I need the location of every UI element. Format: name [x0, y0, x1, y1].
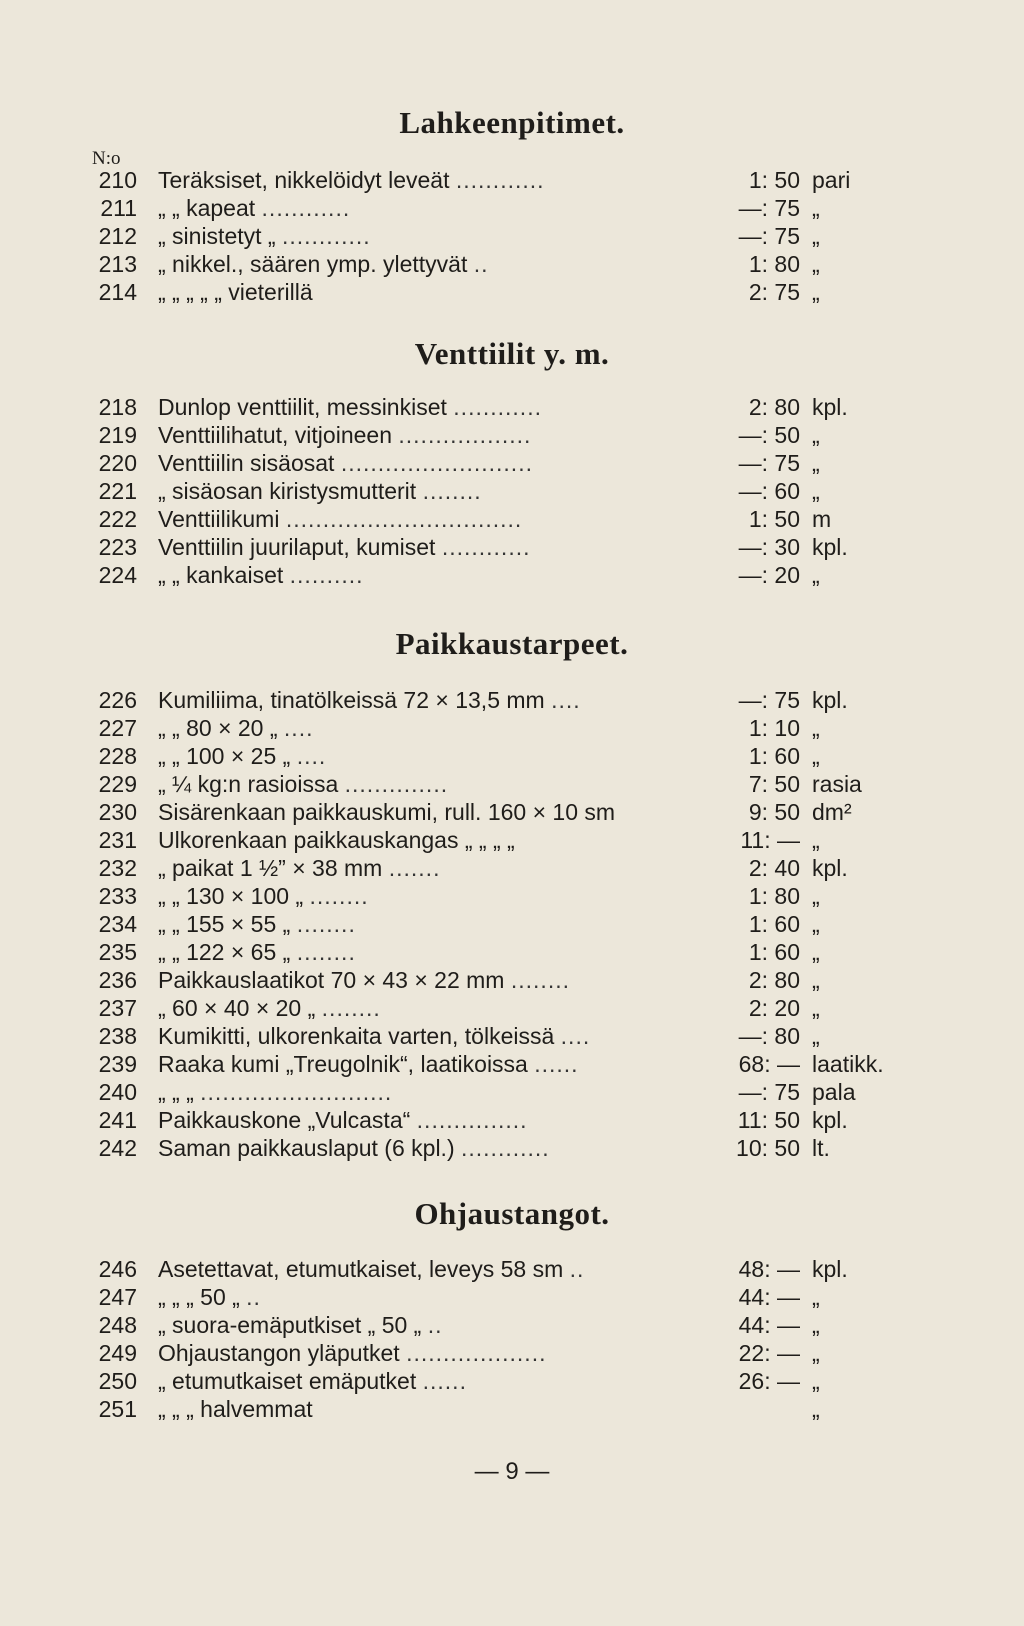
page-number: — 9 —	[474, 1458, 550, 1485]
catalog-row	[0, 560, 1024, 590]
item-unit: „	[812, 450, 820, 476]
item-description-text: „ ¼ kg:n rasioissa	[158, 771, 339, 797]
item-number: 218	[98, 394, 137, 420]
catalog-row	[0, 1021, 1024, 1051]
catalog-row	[0, 532, 1024, 562]
item-price: 48: —	[738, 1256, 800, 1282]
leader-dots: ..	[246, 1284, 261, 1310]
item-number: 251	[98, 1396, 137, 1422]
catalog-row	[0, 853, 1024, 883]
leader-dots: ..........................	[200, 1079, 393, 1105]
item-price: 7: 50	[748, 771, 800, 797]
catalog-row	[0, 1282, 1024, 1312]
item-price: 1: 60	[748, 743, 800, 769]
item-description-text: Saman paikkauslaput (6 kpl.)	[158, 1135, 455, 1161]
item-description	[158, 881, 708, 911]
item-number: 249	[98, 1340, 137, 1366]
item-number: 248	[98, 1312, 137, 1338]
catalog-row	[0, 1133, 1024, 1163]
item-description	[158, 1021, 708, 1051]
item-price: —: 60	[738, 478, 800, 504]
item-unit: „	[812, 562, 820, 588]
item-unit: kpl.	[812, 1107, 848, 1133]
catalog-row	[0, 965, 1024, 995]
item-price: 1: 50	[748, 167, 800, 193]
item-number: 232	[98, 855, 137, 881]
item-description	[158, 420, 708, 450]
item-number: 247	[98, 1284, 137, 1310]
catalog-row	[0, 249, 1024, 279]
item-description	[158, 909, 708, 939]
item-price: —: 75	[738, 1079, 800, 1105]
leader-dots: ........	[321, 995, 381, 1021]
item-price: 1: 80	[748, 251, 800, 277]
item-description-text: „ suora-emäputkiset „ 50 „	[158, 1312, 422, 1338]
catalog-row	[0, 1394, 1024, 1424]
catalog-row	[0, 476, 1024, 506]
item-description	[158, 1105, 708, 1135]
item-number: 220	[98, 450, 137, 476]
item-description	[158, 741, 708, 771]
leader-dots: ..................	[398, 422, 532, 448]
item-description	[158, 392, 708, 422]
item-number: 239	[98, 1051, 137, 1077]
catalog-row	[0, 713, 1024, 743]
item-unit: „	[812, 939, 820, 965]
leader-dots: ........	[296, 939, 356, 965]
item-description	[158, 937, 708, 967]
item-price: 11: 50	[737, 1107, 800, 1133]
item-number: 224	[98, 562, 137, 588]
section-title-venttiilit: Venttiilit y. m.	[414, 336, 610, 371]
item-number: 238	[98, 1023, 137, 1049]
catalog-row	[0, 277, 1024, 307]
item-unit: pari	[812, 167, 851, 193]
item-price: —: 50	[738, 422, 800, 448]
leader-dots: ......	[422, 1368, 467, 1394]
item-price: 2: 80	[748, 394, 800, 420]
item-description	[158, 1338, 708, 1368]
item-unit: „	[812, 195, 820, 221]
item-unit: „	[812, 967, 820, 993]
leader-dots: ..	[569, 1256, 585, 1282]
catalog-row	[0, 1254, 1024, 1284]
item-number: 229	[98, 771, 137, 797]
item-unit: „	[812, 995, 820, 1021]
item-description-text: „ nikkel., säären ymp. ylettyvät	[158, 251, 468, 277]
item-price: 2: 40	[748, 855, 800, 881]
item-description	[158, 825, 708, 855]
item-unit: kpl.	[812, 534, 848, 560]
leader-dots: ........	[510, 967, 570, 993]
item-price: 10: 50	[736, 1135, 800, 1161]
leader-dots: ............	[455, 167, 545, 193]
item-unit: kpl.	[812, 1256, 848, 1282]
item-description	[158, 476, 708, 506]
catalog-row	[0, 909, 1024, 939]
item-description	[158, 1133, 708, 1163]
item-unit: rasia	[812, 771, 862, 797]
item-unit: „	[812, 1368, 820, 1394]
item-number: 213	[98, 251, 137, 277]
section-title-lahkeenpitimet: Lahkeenpitimet.	[399, 105, 625, 140]
item-unit: laatikk.	[812, 1051, 884, 1077]
catalog-row	[0, 797, 1024, 827]
leader-dots: ................................	[285, 506, 523, 532]
item-price: —: 75	[738, 223, 800, 249]
item-description-text: Asetettavat, etumutkaiset, leveys 58 sm	[158, 1256, 564, 1282]
catalog-row	[0, 825, 1024, 855]
item-unit: „	[812, 715, 820, 741]
catalog-row	[0, 881, 1024, 911]
item-description-text: „ „ kapeat	[158, 195, 256, 221]
item-price: 26: —	[738, 1368, 800, 1394]
item-description-text: Venttiilin juurilaput, kumiset	[158, 534, 436, 560]
item-description	[158, 797, 708, 827]
item-unit: „	[812, 1312, 820, 1338]
item-unit: „	[812, 1284, 820, 1310]
item-number: 237	[98, 995, 137, 1021]
catalog-row	[0, 685, 1024, 715]
item-number: 219	[98, 422, 137, 448]
item-description-text: Dunlop venttiilit, messinkiset	[158, 394, 447, 420]
catalog-row	[0, 504, 1024, 534]
item-number: 240	[98, 1079, 137, 1105]
item-number: 234	[98, 911, 137, 937]
leader-dots: ..........	[289, 562, 364, 588]
item-description-text: „ „ 80 × 20 „	[158, 715, 278, 741]
item-price: 11: —	[740, 827, 800, 853]
item-description-text: Venttiilikumi	[158, 506, 280, 532]
item-description	[158, 1394, 708, 1424]
item-description	[158, 249, 708, 279]
item-price: —: 75	[738, 687, 800, 713]
item-price: 2: 75	[748, 279, 800, 305]
item-number: 242	[98, 1135, 137, 1161]
item-description	[158, 713, 708, 743]
item-number: 250	[98, 1368, 137, 1394]
item-description-text: „ „ 130 × 100 „	[158, 883, 304, 909]
leader-dots: ........	[309, 883, 369, 909]
leader-dots: .......	[388, 855, 441, 881]
catalog-row	[0, 1366, 1024, 1396]
catalog-row	[0, 993, 1024, 1023]
leader-dots: ........	[296, 911, 356, 937]
leader-dots: ......	[534, 1051, 579, 1077]
item-price: 68: —	[738, 1051, 800, 1077]
leader-dots: ...............	[416, 1107, 528, 1133]
item-number: 212	[98, 223, 137, 249]
catalog-row	[0, 392, 1024, 422]
leader-dots: ..	[473, 251, 489, 277]
item-description-text: „ „ „	[158, 1079, 194, 1105]
item-number: 211	[100, 195, 137, 221]
catalog-row	[0, 448, 1024, 478]
item-description	[158, 1310, 708, 1340]
item-description-text: „ „ „ „ „ vieterillä	[158, 279, 313, 305]
item-price: 22: —	[738, 1340, 800, 1366]
leader-dots: ............	[281, 223, 371, 249]
item-price: —: 75	[738, 450, 800, 476]
item-description-text: „ „ „ 50 „	[158, 1284, 240, 1310]
item-description-text: Teräksiset, nikkelöidyt leveät	[158, 167, 450, 193]
item-unit: „	[812, 743, 820, 769]
item-description	[158, 448, 708, 478]
item-description-text: Venttiilin sisäosat	[158, 450, 335, 476]
catalog-row	[0, 165, 1024, 195]
item-description-text: „ paikat 1 ½” × 38 mm	[158, 855, 383, 881]
item-price: 2: 80	[748, 967, 800, 993]
item-number: 222	[98, 506, 137, 532]
catalog-row	[0, 1105, 1024, 1135]
item-description-text: Venttiilihatut, vitjoineen	[158, 422, 392, 448]
leader-dots: ............	[461, 1135, 550, 1161]
leader-dots: ...................	[406, 1340, 547, 1366]
item-unit: „	[812, 911, 820, 937]
leader-dots: ..........................	[340, 450, 533, 476]
item-price: 1: 60	[748, 911, 800, 937]
item-number: 221	[98, 478, 137, 504]
item-description	[158, 685, 708, 715]
item-number: 223	[98, 534, 137, 560]
item-price: —: 75	[738, 195, 800, 221]
item-description	[158, 504, 708, 534]
item-description	[158, 993, 708, 1023]
leader-dots: ............	[261, 195, 351, 221]
item-description	[158, 1049, 708, 1079]
item-unit: „	[812, 279, 820, 305]
item-unit: „	[812, 827, 820, 853]
item-description	[158, 1254, 708, 1284]
item-description-text: „ 60 × 40 × 20 „	[158, 995, 316, 1021]
item-price: —: 80	[738, 1023, 800, 1049]
item-description-text: „ „ 122 × 65 „	[158, 939, 291, 965]
section-title-ohjaustangot: Ohjaustangot.	[414, 1196, 610, 1231]
item-unit: pala	[812, 1079, 856, 1105]
item-description-text: Raaka kumi „Treugolnik“, laatikoissa	[158, 1051, 528, 1077]
item-number: 235	[98, 939, 137, 965]
catalog-row	[0, 769, 1024, 799]
item-price: 1: 10	[748, 715, 800, 741]
item-description	[158, 165, 708, 195]
item-description-text: Kumiliima, tinatölkeissä 72 × 13,5 mm	[158, 687, 545, 713]
leader-dots: ....	[560, 1023, 591, 1049]
item-description-text: Ohjaustangon yläputket	[158, 1340, 400, 1366]
item-description	[158, 1077, 708, 1107]
leader-dots: ..	[427, 1312, 443, 1338]
item-description	[158, 193, 708, 223]
item-unit: „	[812, 1396, 820, 1422]
item-description-text: „ „ „ halvemmat	[158, 1396, 313, 1422]
item-description-text: Ulkorenkaan paikkauskangas „ „ „ „	[158, 827, 515, 853]
item-description	[158, 769, 708, 799]
item-price: 1: 50	[748, 506, 800, 532]
leader-dots: ............	[441, 534, 531, 560]
item-description	[158, 1366, 708, 1396]
item-unit: kpl.	[812, 855, 848, 881]
item-description	[158, 560, 708, 590]
item-description-text: „ „ kankaiset	[158, 562, 284, 588]
item-unit: dm²	[812, 799, 852, 825]
item-number: 227	[98, 715, 137, 741]
item-description-text: Paikkauslaatikot 70 × 43 × 22 mm	[158, 967, 505, 993]
item-unit: lt.	[812, 1135, 830, 1161]
item-price: 1: 60	[748, 939, 800, 965]
item-number: 241	[98, 1107, 137, 1133]
item-unit: „	[812, 883, 820, 909]
catalog-row	[0, 1049, 1024, 1079]
catalog-row	[0, 193, 1024, 223]
leader-dots: ..............	[344, 771, 449, 797]
item-number: 231	[98, 827, 137, 853]
catalog-row	[0, 221, 1024, 251]
item-description	[158, 1282, 708, 1312]
item-number: 246	[98, 1256, 137, 1282]
section-title-paikkaustarpeet: Paikkaustarpeet.	[395, 626, 629, 661]
item-number: 236	[98, 967, 137, 993]
item-unit: kpl.	[812, 687, 848, 713]
leader-dots: ....	[283, 715, 314, 741]
item-description	[158, 965, 708, 995]
item-description-text: „ „ 100 × 25 „	[158, 743, 291, 769]
item-unit: „	[812, 1340, 820, 1366]
leader-dots: ............	[453, 394, 542, 420]
item-number: 210	[98, 167, 137, 193]
item-price: 2: 20	[748, 995, 800, 1021]
catalog-row	[0, 420, 1024, 450]
number-column-label: N:o	[92, 148, 121, 169]
item-description-text: „ etumutkaiset emäputket	[158, 1368, 417, 1394]
item-description-text: Kumikitti, ulkorenkaita varten, tölkeissä	[158, 1023, 555, 1049]
leader-dots: ....	[551, 687, 581, 713]
item-price: —: 30	[738, 534, 800, 560]
item-number: 214	[98, 279, 137, 305]
item-description	[158, 532, 708, 562]
item-number: 226	[98, 687, 137, 713]
item-unit: „	[812, 251, 820, 277]
item-unit: m	[812, 506, 832, 532]
item-number: 233	[98, 883, 137, 909]
item-description-text: „ sisäosan kiristysmutterit	[158, 478, 417, 504]
leader-dots: ........	[422, 478, 482, 504]
catalog-row	[0, 1310, 1024, 1340]
item-unit: „	[812, 1023, 820, 1049]
item-price: 44: —	[738, 1284, 800, 1310]
catalog-row	[0, 1077, 1024, 1107]
item-unit: „	[812, 478, 820, 504]
catalog-row	[0, 741, 1024, 771]
item-description	[158, 221, 708, 251]
item-number: 230	[98, 799, 137, 825]
item-description	[158, 277, 708, 307]
item-description-text: „ „ 155 × 55 „	[158, 911, 291, 937]
item-price: 1: 80	[748, 883, 800, 909]
item-price: 9: 50	[748, 799, 800, 825]
item-unit: „	[812, 223, 820, 249]
item-price: 44: —	[738, 1312, 800, 1338]
item-unit: „	[812, 422, 820, 448]
catalog-row	[0, 1338, 1024, 1368]
item-description-text: Paikkauskone „Vulcasta“	[158, 1107, 411, 1133]
leader-dots: ....	[296, 743, 327, 769]
item-unit: kpl.	[812, 394, 848, 420]
item-description-text: „ sinistetyt „	[158, 223, 276, 249]
item-number: 228	[98, 743, 137, 769]
item-description-text: Sisärenkaan paikkauskumi, rull. 160 × 10 sm	[158, 799, 616, 825]
catalog-row	[0, 937, 1024, 967]
item-price: —: 20	[738, 562, 800, 588]
item-description	[158, 853, 708, 883]
